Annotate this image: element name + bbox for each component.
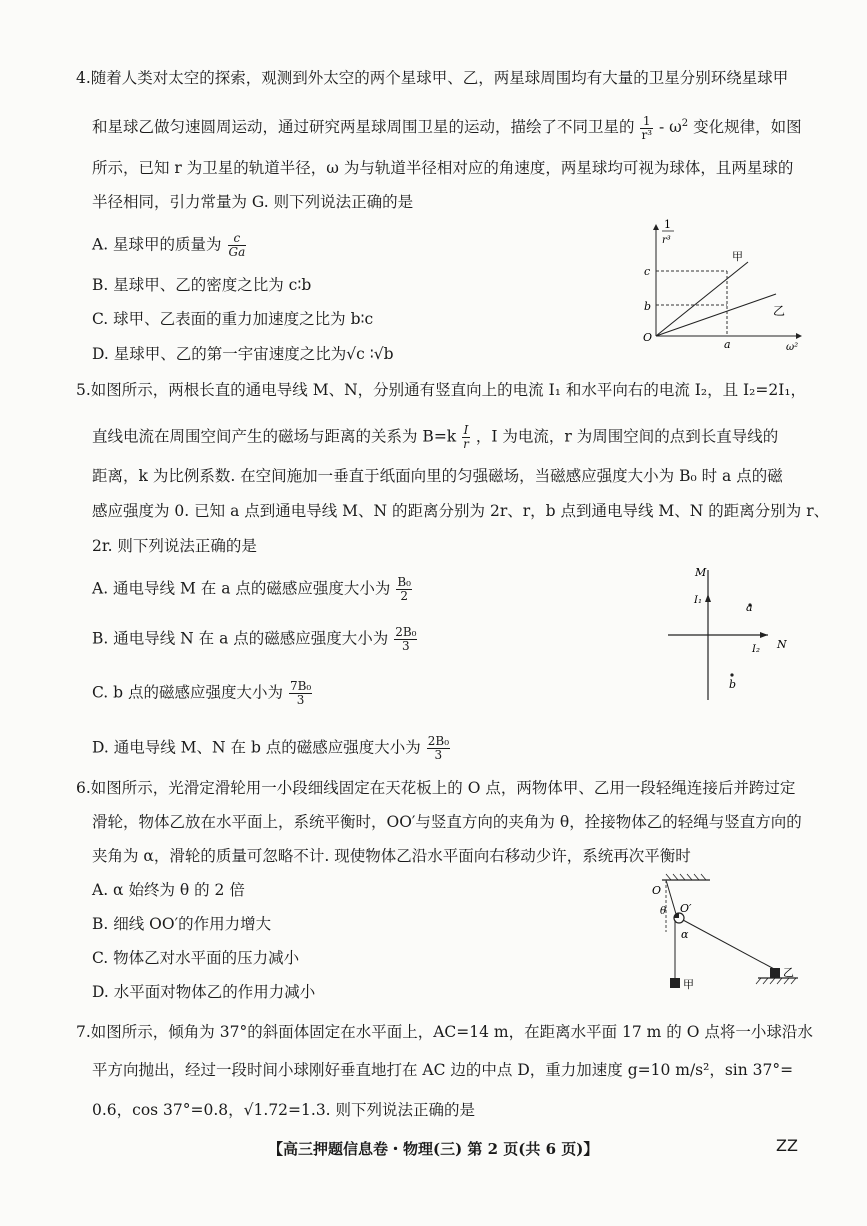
q5-option-c-fraction: $\frac{\text{7B₀}}{3}$	[289, 679, 312, 707]
q6-rope-yi	[683, 920, 776, 970]
page-mark: ZZ	[776, 1136, 798, 1155]
q6-diagram	[640, 872, 810, 996]
q5-option-a	[92, 576, 413, 603]
q5-label-i2: I₂	[752, 644, 760, 655]
q4-option-d: D. 星球甲、乙的第一宇宙速度之比为√c ∶√b	[92, 345, 394, 363]
q6-option-c: C. 物体乙对水平面的压力减小	[92, 949, 300, 967]
q5-label-i1: I₁	[694, 595, 702, 606]
q5-label-a: a	[746, 601, 753, 614]
q4-graph-x-arrow	[796, 333, 802, 339]
q5-option-a-text: A. 通电导线 M 在 a 点的磁感应强度大小为	[92, 579, 391, 598]
q4-graph-ylabel-num: 1	[664, 218, 671, 231]
q5-current-i1-arrow	[705, 594, 711, 602]
q4-option-a	[92, 232, 247, 259]
q6-line2: 滑轮，物体乙放在水平面上，系统平衡时，OO′与竖直方向的夹角为 θ，拴接物体乙的轻绳与竖直方向的	[92, 813, 802, 831]
q5-label-b: b	[729, 678, 737, 691]
q6-label-yi: 乙	[783, 966, 794, 979]
q5-line3: 距离，k 为比例系数. 在空间施加一垂直于纸面向里的匀强磁场，当磁感应强度大小为 B₀ 时 a 点的磁	[92, 467, 783, 485]
q4-line2-b: 变化规律，如图	[693, 118, 802, 137]
q6-line1: 6.如图所示，光滑定滑轮用一小段细线固定在天花板上的 O 点，两物体甲、乙用一段轻绳连接后并跨过定	[76, 779, 796, 797]
page-footer: 【高三押题信息卷・物理(三) 第 2 页(共 6 页)】	[268, 1140, 599, 1158]
q5-option-d-fraction: $\frac{\text{2B₀}}{3}$	[427, 734, 449, 762]
q6-label-theta: θ	[660, 906, 667, 917]
q4-option-b: B. 星球甲、乙的密度之比为 c∶b	[92, 276, 312, 294]
q5-option-a-fraction: $\frac{\text{B₀}}{2}$	[397, 575, 411, 603]
q5-option-d	[92, 735, 451, 762]
q6-label-jia: 甲	[683, 978, 694, 991]
q4-graph-origin: O	[643, 331, 653, 344]
q6-pulley-shade	[674, 913, 679, 918]
q6-label-o-prime: O′	[680, 902, 692, 915]
q4-graph-yi-label: 乙	[773, 304, 786, 318]
q4-line2-minus: - $\omega^2$	[658, 118, 689, 137]
q7-line3: 0.6，cos 37°=0.8，√1.72=1.3. 则下列说法正确的是	[92, 1101, 476, 1119]
q4-line4: 半径相同，引力常量为 G. 则下列说法正确的是	[92, 193, 414, 211]
q4-inline-fraction: $\frac{1}{\text{r³}}$	[641, 113, 652, 142]
q4-graph-b-label: b	[644, 300, 652, 313]
q5-diagram	[664, 560, 804, 710]
q4-graph-line-yi	[656, 294, 776, 336]
q4-option-a-text: A. 星球甲的质量为	[92, 235, 222, 254]
q6-label-o: O	[652, 884, 662, 897]
q4-graph-ylabel-den: r³	[662, 235, 671, 246]
q7-line2: 平方向抛出，经过一段时间小球刚好垂直地打在 AC 边的中点 D，重力加速度 g=10 m/s²，sin 37°=	[92, 1061, 794, 1079]
q4-line2-a: 和星球乙做匀速圆周运动，通过研究两星球周围卫星的运动，描绘了不同卫星的	[92, 118, 635, 137]
q5-option-c	[92, 680, 313, 707]
q4-line2	[92, 114, 802, 142]
q5-inline-fraction: $\frac{I}{r}$	[463, 423, 469, 451]
q6-string-oo	[666, 880, 676, 914]
q5-option-b-fraction: $\frac{\text{2B₀}}{3}$	[395, 625, 417, 653]
q5-line4: 感应强度为 0. 已知 a 点到通电导线 M、N 的距离分别为 2r、r，b 点到通电导线 M、N 的距离分别为 r、	[92, 502, 830, 520]
q4-graph-a-label: a	[724, 338, 731, 351]
q4-graph-jia-label: 甲	[732, 250, 743, 263]
q5-point-b	[730, 673, 733, 676]
q6-line3: 夹角为 α，滑轮的质量可忽略不计. 现使物体乙沿水平面向右移动少许，系统再次平衡时	[92, 847, 691, 865]
q4-option-c: C. 球甲、乙表面的重力加速度之比为 b∶c	[92, 310, 374, 328]
q4-graph-c-label: c	[644, 265, 651, 278]
q6-option-b: B. 细线 OO′的作用力增大	[92, 915, 272, 933]
q5-option-b	[92, 626, 418, 653]
q6-block-yi	[770, 968, 780, 978]
q6-option-d: D. 水平面对物体乙的作用力减小	[92, 983, 316, 1001]
q5-option-c-text: C. b 点的磁感应强度大小为	[92, 683, 284, 702]
q4-line3: 所示，已知 r 为卫星的轨道半径，ω 为与轨道半径相对应的角速度，两星球均可视为球体，且两星球的	[92, 159, 794, 177]
q5-label-n: N	[777, 638, 787, 651]
q5-current-i2-arrow	[760, 632, 768, 638]
q5-label-m: M	[695, 566, 707, 579]
q6-ceiling-hatch	[666, 874, 706, 880]
q6-option-a: A. α 始终为 θ 的 2 倍	[92, 881, 245, 899]
q4-option-a-fraction: $\frac{c}{Ga}$	[228, 231, 246, 259]
q6-label-alpha: α	[681, 928, 689, 941]
q5-line1: 5.如图所示，两根长直的通电导线 M、N，分别通有竖直向上的电流 I₁ 和水平向右的电流 I₂，且 I₂=2I₁，	[76, 381, 807, 399]
q5-option-b-text: B. 通电导线 N 在 a 点的磁感应强度大小为	[92, 629, 389, 648]
q5-line2-a: 直线电流在周围空间产生的磁场与距离的关系为 B=k	[92, 427, 457, 446]
q5-line2-b: ，I 为电流，r 为周围空间的点到长直导线的	[475, 427, 779, 446]
q4-graph-xlabel: ω²	[786, 342, 799, 353]
q5-line5: 2r. 则下列说法正确的是	[92, 537, 257, 555]
q7-line1: 7.如图所示，倾角为 37°的斜面体固定在水平面上，AC=14 m，在距离水平面 17 m 的 O 点将一小球沿水	[76, 1023, 813, 1041]
q4-line1: 4.随着人类对太空的探索，观测到外太空的两个星球甲、乙，两星球周围均有大量的卫星分别环绕星球甲	[76, 69, 789, 87]
q5-line2	[92, 424, 778, 451]
q5-option-d-text: D. 通电导线 M、N 在 b 点的磁感应强度大小为	[92, 738, 421, 757]
q6-block-jia	[670, 978, 680, 988]
q4-graph	[636, 214, 806, 354]
q4-graph-line-jia	[656, 262, 748, 336]
q4-graph-y-arrow	[653, 224, 659, 230]
